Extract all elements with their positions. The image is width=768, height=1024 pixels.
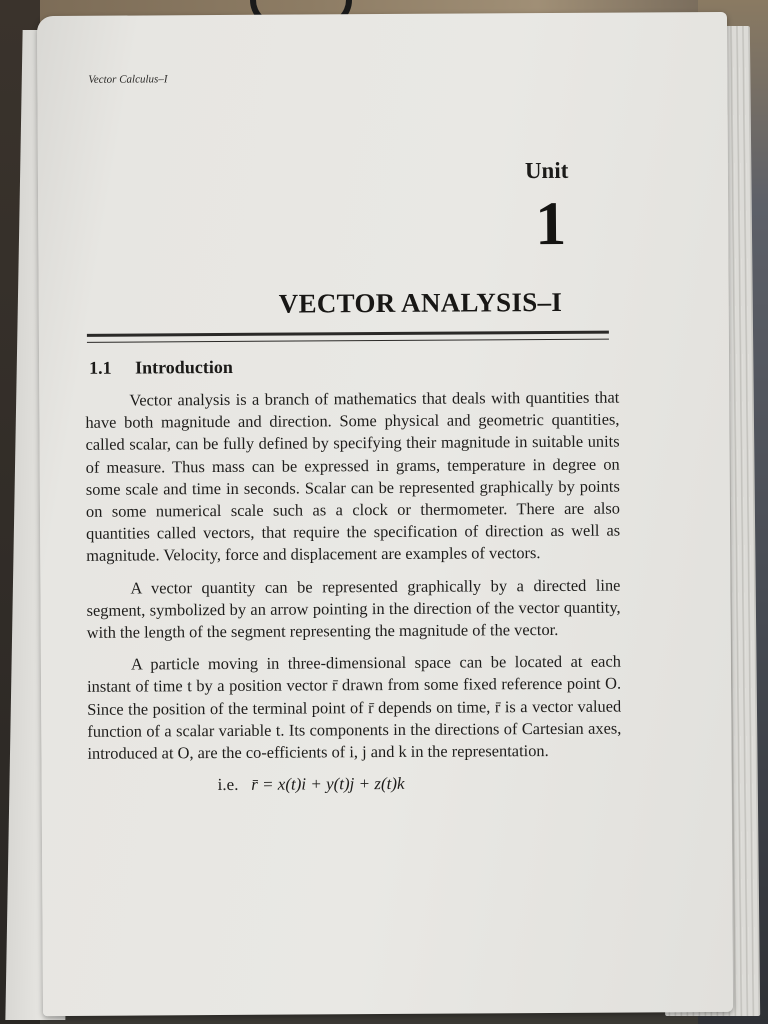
equation-expression: r̄ = x(t)i + y(t)j + z(t)k xyxy=(251,774,405,795)
unit-label: Unit xyxy=(524,157,569,184)
title-rule xyxy=(87,331,609,343)
unit-number: 1 xyxy=(535,189,567,259)
equation xyxy=(88,772,622,797)
section-title: Introduction xyxy=(135,356,233,378)
section-number: 1.1 xyxy=(89,357,112,378)
equation-prefix: i.e. xyxy=(217,775,239,795)
section-heading xyxy=(89,357,233,379)
paragraph: A particle moving in three-dimensional space can be located at each instant of time t by a position vector r̄ drawn from some fixed reference point O. Since the position of the terminal point of r̄ depends on time, r̄ is a vector valued function of a scalar variable t. Its components in the directions of Cartesian axes, introduced at O, are the co-efficients of i, j and k in the representation. xyxy=(86,651,622,763)
body-text xyxy=(85,387,622,808)
chapter-title: VECTOR ANALYSIS–I xyxy=(278,286,563,319)
book-page xyxy=(37,12,733,1016)
paragraph: A vector quantity can be represented graphically by a directed line segment, symbolized by an arrow pointing in the direction of the vector quantity, with the length of the segment representing the magnitude of the vector. xyxy=(86,575,621,642)
running-head: Vector Calculus–I xyxy=(88,73,168,86)
paragraph: Vector analysis is a branch of mathematics that deals with quantities that have both magnitude and direction. Some physical and geometric quantities, called scalar, can be fully defined by specifying their magnitude in suitable units of measure. Thus mass can be expressed in grams, temperature in degree on some scale and time in seconds. Scalar can be represented graphically by points on some numerical scale such as a clock or thermometer. There are also quantities called vectors, that require the specification of direction as well as magnitude. Velocity, force and displacement are examples of vectors. xyxy=(85,387,621,566)
